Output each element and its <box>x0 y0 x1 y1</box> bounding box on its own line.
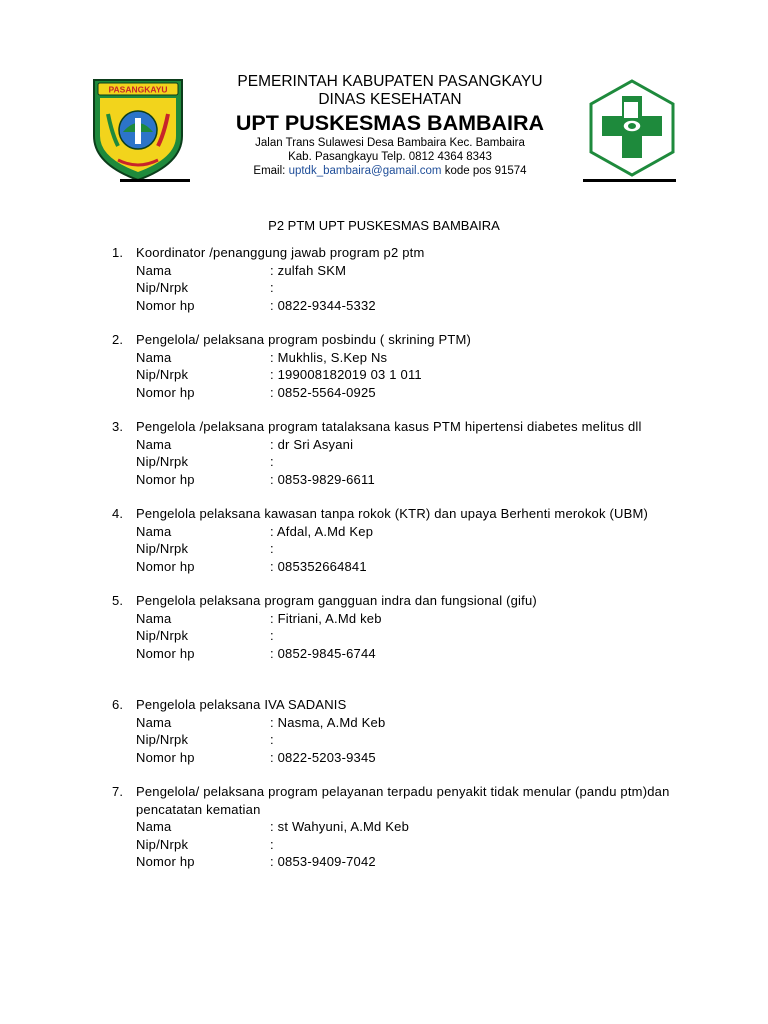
item-number: 6. <box>112 697 124 712</box>
nip-label: Nip/Nrpk <box>136 628 189 643</box>
nip-label: Nip/Nrpk <box>136 541 189 556</box>
phone-value: : 0822-5203-9345 <box>270 749 376 765</box>
item-number: 5. <box>112 593 124 608</box>
phone-label: Nomor hp <box>136 558 195 574</box>
nip-value: : <box>270 280 274 295</box>
list-item <box>112 244 672 314</box>
item-title: Pengelola pelaksana kawasan tanpa rokok (KTR) dan upaya Berhenti merokok (UBM) <box>136 506 649 521</box>
phone-value: : 0853-9829-6611 <box>270 471 375 487</box>
name-value: : Fitriani, A.Md keb <box>270 610 382 626</box>
item-number: 2. <box>112 332 124 347</box>
phone-label: Nomor hp <box>136 297 195 313</box>
item-number: 7. <box>112 784 124 799</box>
nip-value: : <box>270 732 274 747</box>
nip-label: Nip/Nrpk <box>136 280 189 295</box>
list-item <box>112 505 672 575</box>
list-item <box>112 783 672 871</box>
list-item <box>112 696 672 766</box>
nip-value: : 199008182019 03 1 011 <box>270 367 422 382</box>
postal-code: kode pos 91574 <box>444 165 527 177</box>
department-name: DINAS KESEHATAN <box>318 91 462 108</box>
nip-value: : <box>270 541 274 556</box>
name-label: Nama <box>136 523 172 539</box>
program-list <box>112 244 672 888</box>
name-label: Nama <box>136 610 172 626</box>
address-line: Jalan Trans Sulawesi Desa Bambaira Kec. Bambaira <box>255 137 525 149</box>
phone-line: Kab. Pasangkayu Telp. 0812 4364 8343 <box>288 151 492 163</box>
svg-text:PASANGKAYU: PASANGKAYU <box>108 84 168 95</box>
name-label: Nama <box>136 819 172 834</box>
nip-value: : <box>270 454 274 469</box>
name-value: : Mukhlis, S.Kep Ns <box>270 349 388 365</box>
nip-label: Nip/Nrpk <box>136 367 189 382</box>
phone-value: : 0852-9845-6744 <box>270 645 376 661</box>
email-line <box>190 164 590 178</box>
phone-label: Nomor hp <box>136 384 195 400</box>
item-title: Pengelola/ pelaksana program posbindu ( skrining PTM) <box>136 332 472 347</box>
phone-label: Nomor hp <box>136 854 195 869</box>
item-number: 1. <box>112 245 124 260</box>
item-title: Pengelola/ pelaksana program pelayanan terpadu penyakit tidak menular (pandu ptm)dan pencatatan kematian <box>136 784 670 817</box>
name-value: : st Wahyuni, A.Md Keb <box>270 819 410 834</box>
item-title: Pengelola /pelaksana program tatalaksana kasus PTM hipertensi diabetes melitus dll <box>136 419 642 434</box>
name-label: Nama <box>136 436 172 452</box>
name-value: : Nasma, A.Md Keb <box>270 714 386 730</box>
left-logo-underline <box>120 179 190 182</box>
government-name: PEMERINTAH KABUPATEN PASANGKAYU <box>237 73 543 90</box>
email-link[interactable]: uptdk_bambaira@gamail.com <box>288 165 442 177</box>
name-value: : dr Sri Asyani <box>270 436 354 452</box>
name-value: : Afdal, A.Md Kep <box>270 523 374 539</box>
regency-emblem-logo <box>88 74 188 184</box>
item-title: Pengelola pelaksana IVA SADANIS <box>136 697 347 712</box>
phone-label: Nomor hp <box>136 749 195 765</box>
nip-value: : <box>270 836 274 852</box>
item-number: 3. <box>112 419 124 434</box>
letterhead <box>190 73 590 178</box>
phone-label: Nomor hp <box>136 645 195 661</box>
phone-value: : 0853-9409-7042 <box>270 854 376 869</box>
item-title: Koordinator /penanggung jawab program p2 ptm <box>136 245 425 260</box>
document-title: P2 PTM UPT PUSKESMAS BAMBAIRA <box>268 218 500 233</box>
nip-value: : <box>270 628 274 643</box>
list-item <box>112 418 672 488</box>
name-label: Nama <box>136 262 172 278</box>
organization-name: UPT PUSKESMAS BAMBAIRA <box>235 111 545 135</box>
item-number: 4. <box>112 506 124 521</box>
list-item <box>112 331 672 401</box>
phone-label: Nomor hp <box>136 471 195 487</box>
phone-value: : 085352664841 <box>270 558 367 574</box>
nip-label: Nip/Nrpk <box>136 836 189 852</box>
puskesmas-logo <box>587 78 677 178</box>
item-title: Pengelola pelaksana program gangguan indra dan fungsional (gifu) <box>136 593 537 608</box>
phone-value: : 0822-9344-5332 <box>270 297 376 313</box>
phone-value: : 0852-5564-0925 <box>270 384 376 400</box>
name-label: Nama <box>136 349 172 365</box>
right-logo-underline <box>583 179 676 182</box>
name-value: : zulfah SKM <box>270 262 347 278</box>
email-label: Email: <box>253 165 286 177</box>
nip-label: Nip/Nrpk <box>136 454 189 469</box>
list-item <box>112 592 672 662</box>
name-label: Nama <box>136 714 172 730</box>
nip-label: Nip/Nrpk <box>136 732 189 747</box>
